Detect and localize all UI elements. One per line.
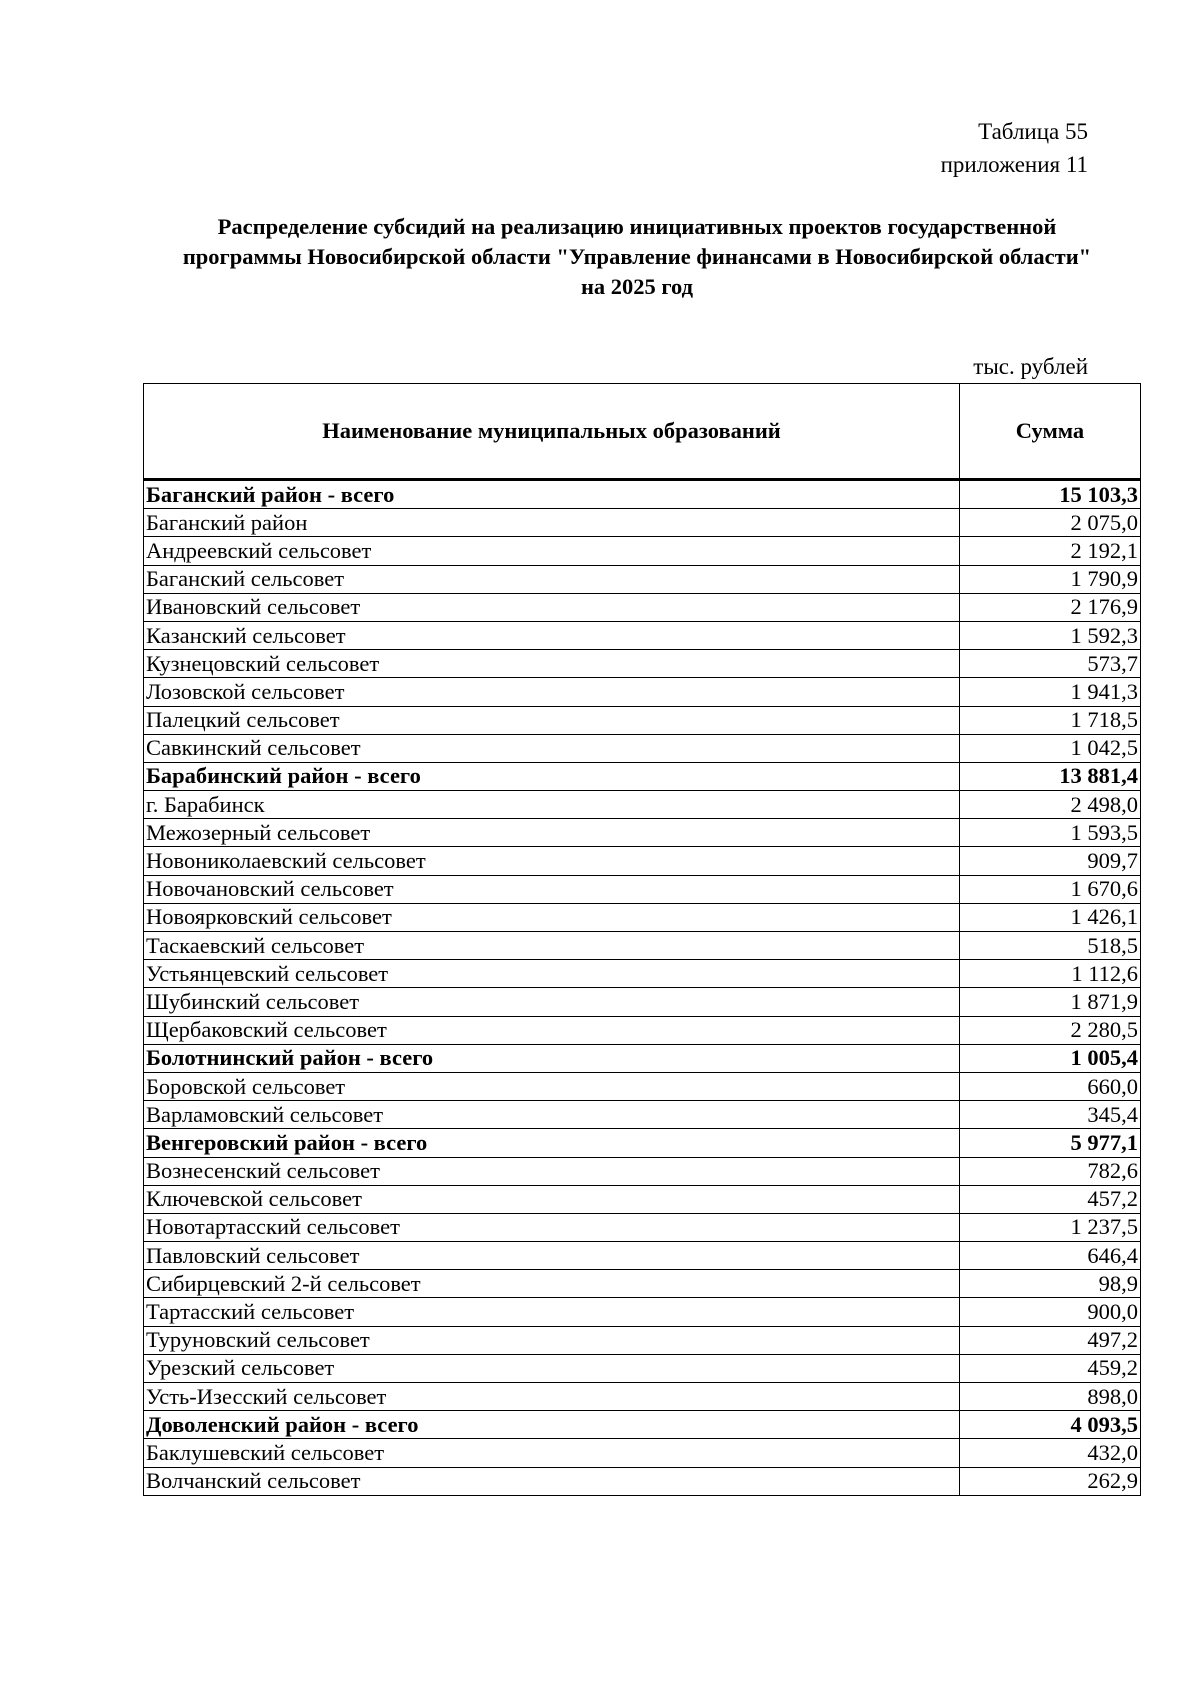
- table-row: [144, 1383, 1141, 1411]
- table-row: [144, 1157, 1141, 1185]
- municipality-name: Баганский район - всего: [144, 480, 960, 509]
- table-row: [144, 847, 1141, 875]
- column-header-sum: Сумма: [960, 384, 1141, 480]
- municipality-name: Туруновский сельсовет: [144, 1326, 960, 1354]
- municipality-name: г. Барабинск: [144, 791, 960, 819]
- subsidy-amount: 345,4: [960, 1101, 1141, 1129]
- municipality-name: Савкинский сельсовет: [144, 734, 960, 762]
- subsidy-amount: 782,6: [960, 1157, 1141, 1185]
- municipality-name: Усть-Изесский сельсовет: [144, 1383, 960, 1411]
- subsidy-amount: 1 670,6: [960, 875, 1141, 903]
- table-row-district-total: [144, 1044, 1141, 1072]
- table-row: [144, 1072, 1141, 1100]
- municipality-name: Баклушевский сельсовет: [144, 1439, 960, 1467]
- municipality-name: Новоярковский сельсовет: [144, 903, 960, 931]
- subsidy-amount: 1 790,9: [960, 565, 1141, 593]
- subsidy-amount: 457,2: [960, 1185, 1141, 1213]
- table-row: [144, 819, 1141, 847]
- subsidy-amount: 432,0: [960, 1439, 1141, 1467]
- table-row: [144, 706, 1141, 734]
- table-row: [144, 509, 1141, 537]
- subsidy-amount: 518,5: [960, 932, 1141, 960]
- table-header-row: [144, 384, 1141, 480]
- table-row: [144, 650, 1141, 678]
- table-row: [144, 791, 1141, 819]
- municipality-name: Лозовской сельсовет: [144, 678, 960, 706]
- municipality-name: Сибирцевский 2-й сельсовет: [144, 1270, 960, 1298]
- subsidy-amount: 2 280,5: [960, 1016, 1141, 1044]
- municipality-name: Урезский сельсовет: [144, 1354, 960, 1382]
- table-row-district-total: [144, 480, 1141, 509]
- title-line: на 2025 год: [580, 274, 694, 299]
- subsidy-amount: 4 093,5: [960, 1411, 1141, 1439]
- table-row: [144, 1298, 1141, 1326]
- subsidy-amount: 2 192,1: [960, 537, 1141, 565]
- municipality-name: Ключевской сельсовет: [144, 1185, 960, 1213]
- municipality-name: Доволенский район - всего: [144, 1411, 960, 1439]
- subsidy-amount: 573,7: [960, 650, 1141, 678]
- subsidy-amount: 1 237,5: [960, 1213, 1141, 1241]
- municipality-name: Венгеровский район - всего: [144, 1129, 960, 1157]
- title-line: программы Новосибирской области "Управление финансами в Новосибирской области": [182, 244, 1092, 269]
- subsidy-amount: 15 103,3: [960, 480, 1141, 509]
- table-row-district-total: [144, 1411, 1141, 1439]
- municipality-name: Новониколаевский сельсовет: [144, 847, 960, 875]
- subsidy-amount: 459,2: [960, 1354, 1141, 1382]
- subsidy-amount: 1 112,6: [960, 960, 1141, 988]
- subsidy-amount: 2 176,9: [960, 593, 1141, 621]
- subsidy-amount: 98,9: [960, 1270, 1141, 1298]
- table-row: [144, 1439, 1141, 1467]
- municipality-name: Таскаевский сельсовет: [144, 932, 960, 960]
- column-header-name: Наименование муниципальных образований: [144, 384, 960, 480]
- subsidy-amount: 660,0: [960, 1072, 1141, 1100]
- subsidy-amount: 1 718,5: [960, 706, 1141, 734]
- subsidy-amount: 2 075,0: [960, 509, 1141, 537]
- table-row: [144, 988, 1141, 1016]
- subsidy-amount: 1 592,3: [960, 621, 1141, 649]
- table-row: [144, 1185, 1141, 1213]
- table-row: [144, 1270, 1141, 1298]
- subsidy-amount: 898,0: [960, 1383, 1141, 1411]
- table-row: [144, 537, 1141, 565]
- table-row: [144, 960, 1141, 988]
- subsidy-amount: 1 871,9: [960, 988, 1141, 1016]
- document-title: [140, 212, 1134, 302]
- table-row: [144, 1213, 1141, 1241]
- municipality-name: Устьянцевский сельсовет: [144, 960, 960, 988]
- table-row: [144, 593, 1141, 621]
- subsidy-amount: 1 005,4: [960, 1044, 1141, 1072]
- municipality-name: Барабинский район - всего: [144, 762, 960, 790]
- subsidy-amount: 646,4: [960, 1242, 1141, 1270]
- table-row: [144, 1101, 1141, 1129]
- table-row: [144, 932, 1141, 960]
- municipality-name: Ивановский сельсовет: [144, 593, 960, 621]
- municipality-name: Казанский сельсовет: [144, 621, 960, 649]
- subsidy-amount: 1 426,1: [960, 903, 1141, 931]
- table-row-district-total: [144, 762, 1141, 790]
- municipality-name: Павловский сельсовет: [144, 1242, 960, 1270]
- subsidy-amount: 497,2: [960, 1326, 1141, 1354]
- subsidy-table: [143, 383, 1141, 1496]
- municipality-name: Кузнецовский сельсовет: [144, 650, 960, 678]
- subsidy-amount: 1 593,5: [960, 819, 1141, 847]
- municipality-name: Волчанский сельсовет: [144, 1467, 960, 1495]
- table-row: [144, 1326, 1141, 1354]
- municipality-name: Баганский район: [144, 509, 960, 537]
- table-row: [144, 565, 1141, 593]
- appendix-reference: приложения 11: [940, 152, 1088, 177]
- table-row: [144, 903, 1141, 931]
- table-body: [144, 480, 1141, 1496]
- municipality-name: Болотнинский район - всего: [144, 1044, 960, 1072]
- table-row: [144, 1467, 1141, 1495]
- subsidy-amount: 1 941,3: [960, 678, 1141, 706]
- municipality-name: Тартасский сельсовет: [144, 1298, 960, 1326]
- subsidy-amount: 13 881,4: [960, 762, 1141, 790]
- subsidy-amount: 5 977,1: [960, 1129, 1141, 1157]
- municipality-name: Палецкий сельсовет: [144, 706, 960, 734]
- municipality-name: Новотартасский сельсовет: [144, 1213, 960, 1241]
- table-row: [144, 1242, 1141, 1270]
- subsidy-amount: 900,0: [960, 1298, 1141, 1326]
- municipality-name: Андреевский сельсовет: [144, 537, 960, 565]
- municipality-name: Щербаковский сельсовет: [144, 1016, 960, 1044]
- table-row: [144, 1016, 1141, 1044]
- municipality-name: Варламовский сельсовет: [144, 1101, 960, 1129]
- table-row: [144, 621, 1141, 649]
- municipality-name: Баганский сельсовет: [144, 565, 960, 593]
- table-row: [144, 1354, 1141, 1382]
- subsidy-amount: 909,7: [960, 847, 1141, 875]
- table-row: [144, 678, 1141, 706]
- municipality-name: Межозерный сельсовет: [144, 819, 960, 847]
- municipality-name: Новочановский сельсовет: [144, 875, 960, 903]
- unit-label: тыс. рублей: [973, 354, 1088, 379]
- municipality-name: Боровской сельсовет: [144, 1072, 960, 1100]
- table-number: Таблица 55: [978, 119, 1088, 144]
- table-row-district-total: [144, 1129, 1141, 1157]
- municipality-name: Шубинский сельсовет: [144, 988, 960, 1016]
- subsidy-amount: 2 498,0: [960, 791, 1141, 819]
- subsidy-amount: 262,9: [960, 1467, 1141, 1495]
- table-row: [144, 734, 1141, 762]
- title-line: Распределение субсидий на реализацию инициативных проектов государственной: [217, 214, 1057, 239]
- subsidy-amount: 1 042,5: [960, 734, 1141, 762]
- municipality-name: Вознесенский сельсовет: [144, 1157, 960, 1185]
- table-row: [144, 875, 1141, 903]
